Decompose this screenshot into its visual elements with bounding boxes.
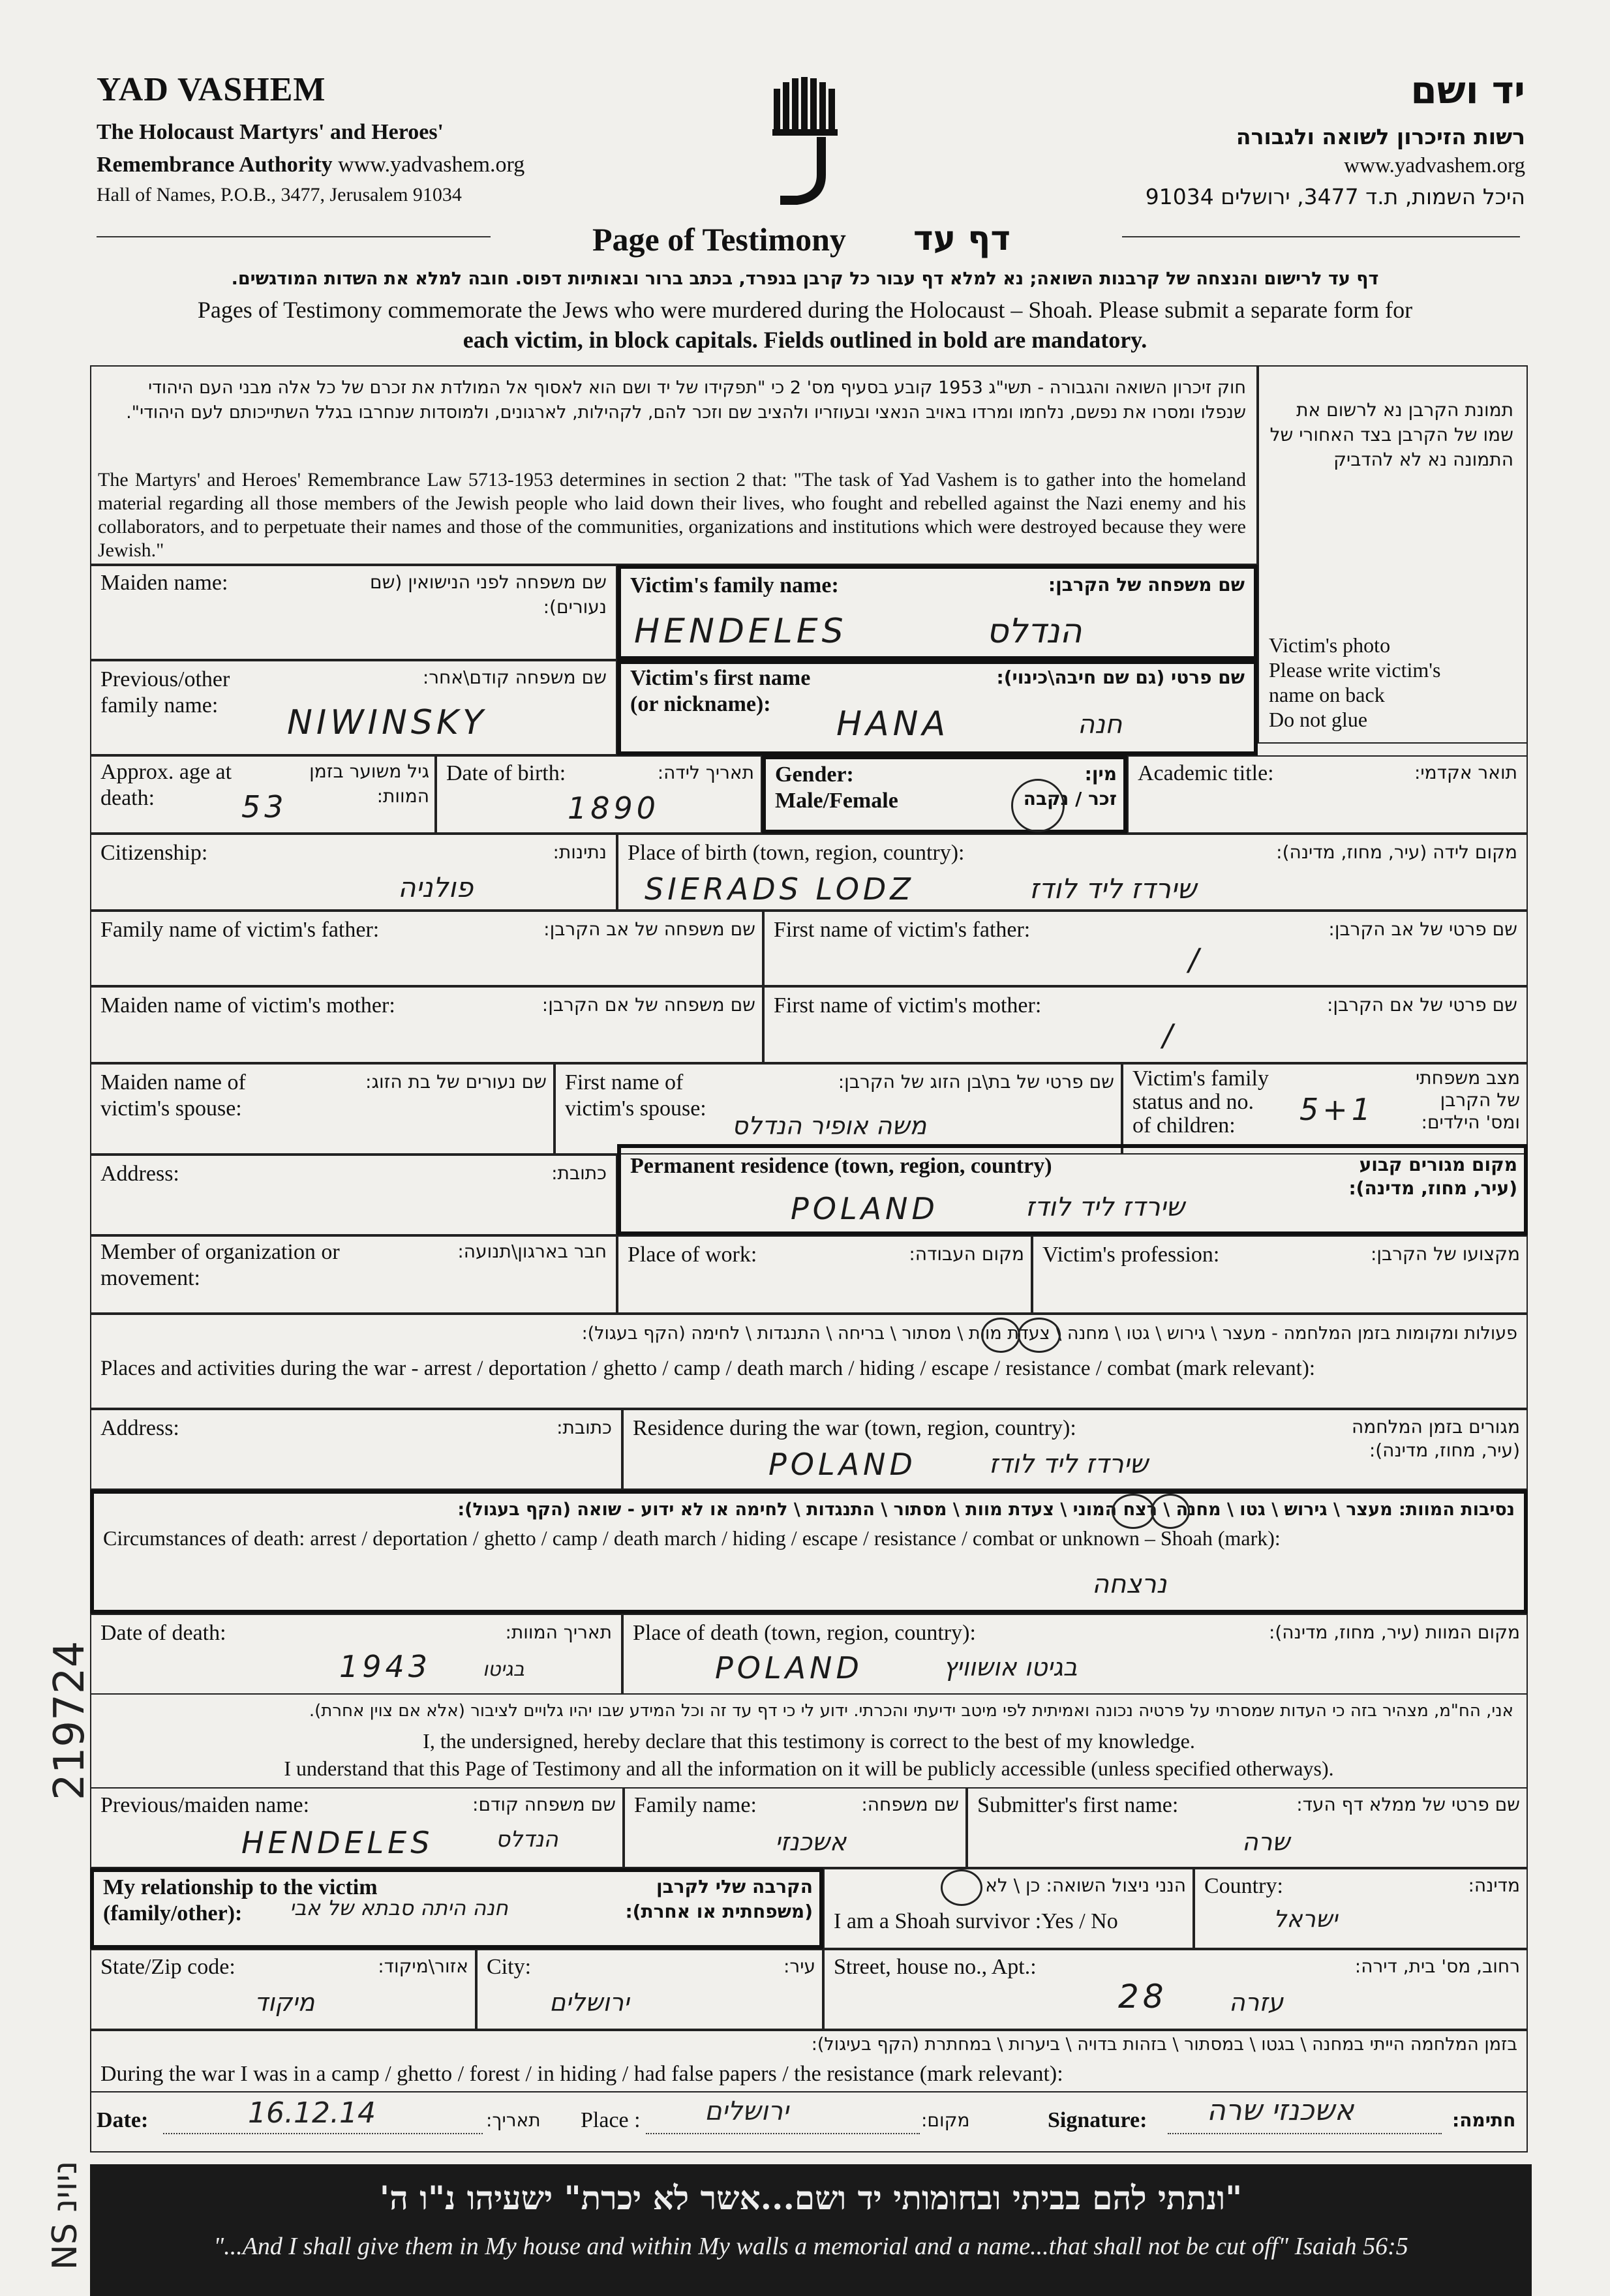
member-organization-field[interactable] <box>90 1235 617 1314</box>
survivor-label-he: הנני ניצול השואה: כן \ לא <box>985 1875 1186 1896</box>
place-of-birth-field[interactable] <box>617 834 1528 911</box>
family-status-label-he <box>1416 1067 1520 1134</box>
dob-label: Date of birth: <box>446 761 566 785</box>
academic-label: Academic title: <box>1138 761 1274 785</box>
photo-instructions-he: תמונת הקרבן נא לרשום את שמו של הקרבן בצד האחורי של התמונה נא לא להדביק <box>1269 399 1513 470</box>
work-place-label: Place of work: <box>628 1243 757 1267</box>
margin-file-number: 219724 <box>46 1640 94 1800</box>
previous-family-name-label-he: שם משפחה קודם\אחר: <box>422 667 607 688</box>
mother-first-value: / <box>1162 1018 1177 1053</box>
family-status-he2: של הקרבן <box>1440 1089 1520 1111</box>
footer-banner <box>90 2164 1532 2296</box>
spouse-first-name-field[interactable] <box>554 1063 1122 1155</box>
date-label: Date: <box>97 2108 149 2132</box>
sub-first-value: שרה <box>1242 1828 1290 1856</box>
spouse-first-en1: First name of <box>565 1070 684 1095</box>
academic-label-he: תואר אקדמי: <box>1414 762 1517 783</box>
profession-label: Victim's profession: <box>1042 1243 1220 1267</box>
dob-label-he: תאריך לידה: <box>657 762 754 783</box>
intro-english <box>97 295 1513 355</box>
age-value: 53 <box>241 789 288 824</box>
country-field[interactable] <box>1194 1868 1528 1949</box>
family-status-en2: status and no. <box>1132 1090 1254 1114</box>
member-org-label <box>100 1239 340 1292</box>
birth-place-label: Place of birth (town, region, country): <box>628 841 965 865</box>
place-value[interactable]: ירושלים <box>705 2096 789 2126</box>
street-value-he: עזרה <box>1229 1988 1284 2017</box>
signature-label-he: חתימה: <box>1452 2109 1516 2131</box>
perm-res-he2: (עיר, מחוז, מדינה): <box>1348 1177 1517 1199</box>
place-of-death-field[interactable] <box>622 1614 1528 1695</box>
org-website-he: www.yadvashem.org <box>1344 154 1525 177</box>
mother-first-name-field[interactable] <box>763 986 1528 1063</box>
work-place-label-he: מקום העבודה: <box>909 1243 1024 1265</box>
family-name-label: Victim's family name: <box>630 573 839 597</box>
spouse-maiden-label-he: שם נעורים של בת הזוג: <box>365 1071 547 1093</box>
circumstances-of-death-field[interactable] <box>90 1490 1528 1614</box>
place-line <box>646 2133 920 2134</box>
previous-family-name-label <box>100 667 230 719</box>
mother-first-label-he: שם פרטי של אם הקרבן: <box>1327 994 1517 1016</box>
perm-res-he1: מקום מגורים קבוע <box>1359 1154 1517 1175</box>
yad-vashem-logo <box>771 77 843 207</box>
war-res-value-he: שירדז ליד לודז <box>989 1449 1148 1479</box>
signature-value[interactable]: אשכנזי שרה <box>1207 2094 1354 2127</box>
war-activities-label: Places and activities during the war - arrest / deportation / ghetto / camp / death march / hiding / escape / resistance / combat (mark relevant): <box>100 1357 1316 1380</box>
submitter-maiden-name-field[interactable] <box>90 1787 624 1868</box>
permanent-residence-field[interactable] <box>617 1144 1528 1235</box>
mother-first-label: First name of victim's mother: <box>774 993 1042 1018</box>
gender-label <box>775 762 898 814</box>
gender-he2: זכר / נקבה <box>1023 788 1117 809</box>
street-field[interactable] <box>823 1949 1528 2030</box>
death-camp-circle <box>1112 1494 1155 1529</box>
citizenship-label-he: נתינות: <box>553 841 607 863</box>
gender-en1: Gender: <box>775 763 854 787</box>
war-activities-field[interactable] <box>90 1314 1528 1409</box>
citizenship-value: פולניה <box>398 871 474 903</box>
war-activities-label-he: פעולות ומקומות בזמן המלחמה - מעצר \ גירוש \ גטו \ מחנה \ צעדת מוות \ מסתור \ בריחה \ התנגדות \ לחימה (הקף בעגול): <box>581 1323 1517 1344</box>
death-date-value: 1943 <box>339 1649 432 1684</box>
family-status-he1: מצב משפחתי <box>1415 1067 1520 1089</box>
relationship-value: חנה היתה סבתא של אבי <box>290 1896 508 1920</box>
address-field[interactable] <box>90 1155 617 1235</box>
survivor-field[interactable] <box>823 1868 1194 1949</box>
gender-he1: מין: <box>1084 763 1117 785</box>
first-name-label-he: שם פרטי (גם שם חיבה\כינוי): <box>996 667 1245 688</box>
law-hebrew: חוק זיכרון השואה והגבורה - תשי"ג 1953 קובע בסעיף מס' 2 כי "תפקידו של יד ושם הוא לאסוף אל המולדת את זכרם של כל אלה מבני העם היהודי שנפלו ומסרו את נפשם, נלחמו ומרדו באויב הנאצי ובעוזריו ולהציב שם וזכר להם, לקהילות, לארגונים, ולמוסדות שנחרבו בגלל השתייכותם לעם היהודי". <box>126 378 1246 423</box>
zip-label: State/Zip code: <box>100 1955 235 1979</box>
city-label-he: עיר: <box>783 1956 815 1977</box>
submitter-family-name-field[interactable] <box>624 1787 967 1868</box>
age-label <box>100 759 232 811</box>
gender-field[interactable] <box>762 755 1127 834</box>
photo-en-3: name on back <box>1269 683 1385 706</box>
perm-res-label-he <box>1348 1153 1517 1200</box>
relationship-he2: (משפחתית או אחרת): <box>625 1901 813 1922</box>
father-first-value: / <box>1189 942 1203 977</box>
maiden-name-label-he: שם משפחה לפני הנישואין (שם נעורים): <box>369 571 607 618</box>
org-subtitle-2-text: Remembrance Authority <box>97 153 333 177</box>
spouse-maiden-label <box>100 1070 246 1122</box>
birth-place-value: SIERADS LODZ <box>645 871 915 907</box>
declaration-he: אני, הח"מ, מצהיר בזה כי העדות שמסרתי על פרטיה נכונה ואמיתית לפי מיטב ידיעתי והכרתי. ידוע לי כי דף עד זה וכל המידע שבו יהיו גלויים לציבור (אלא אם צוין אחרת). <box>309 1701 1513 1721</box>
war-ghetto-circle <box>981 1318 1020 1353</box>
family-status-label <box>1132 1067 1269 1138</box>
member-org-label-he: חבר בארגון\תנועה: <box>457 1241 607 1262</box>
intro-en-line2: each victim, in block capitals. Fields outlined in bold are mandatory. <box>463 327 1147 353</box>
death-place-label-he: מקום המוות (עיר, מחוז, מדינה): <box>1268 1622 1520 1643</box>
org-website: www.yadvashem.org <box>338 153 525 177</box>
citizenship-field[interactable] <box>90 834 617 911</box>
war-res-value: POLAND <box>768 1447 917 1482</box>
sub-first-label: Submitter's first name: <box>977 1793 1179 1817</box>
margin-code: NS ניוינ <box>46 2160 85 2270</box>
zip-value: מיקוד <box>254 1988 315 2017</box>
war-res-label: Residence during the war (town, region, country): <box>633 1416 1076 1440</box>
death-place-label: Place of death (town, region, country): <box>633 1621 976 1645</box>
age-he1: גיל משוער בזמן <box>309 761 429 782</box>
photo-en-4: Do not glue <box>1269 708 1368 731</box>
intro-hebrew: דף עד לרישום והנצחה של קרבנות השואה; נא למלא דף עבור כל קרבן בנפרד, בכתב ברור ובאותיות דפוס. חובה למלא את השדות המודגשים. <box>231 269 1379 289</box>
previous-family-name-value: NIWINSKY <box>287 703 487 742</box>
date-of-death-field[interactable] <box>90 1614 622 1695</box>
org-title: YAD VASHEM <box>97 71 326 108</box>
sub-prev-label-he: שם משפחה קודם: <box>472 1794 616 1815</box>
street-label: Street, house no., Apt.: <box>834 1955 1037 1979</box>
date-label-he: תאריך: <box>486 2109 541 2131</box>
declaration-en-1: I, the undersigned, hereby declare that this testimony is correct to the best of my knowledge. <box>423 1729 1195 1753</box>
age-en2: death: <box>100 786 155 810</box>
signature-label: Signature: <box>1048 2108 1147 2132</box>
first-name-en2: (or nickname): <box>630 692 771 716</box>
death-date-label: Date of death: <box>100 1621 226 1645</box>
profession-field[interactable] <box>1032 1235 1528 1314</box>
member-org-en2: movement: <box>100 1266 200 1290</box>
age-he2: המוות: <box>376 785 429 807</box>
father-family-label: Family name of victim's father: <box>100 918 380 942</box>
mother-maiden-name-field[interactable] <box>90 986 763 1063</box>
war-res-he2: (עיר, מחוז, מדינה): <box>1369 1440 1520 1461</box>
family-status-he3: ומס' הילדים: <box>1421 1111 1520 1133</box>
war-address-label-he: כתובת: <box>556 1417 612 1438</box>
zip-field[interactable] <box>90 1949 476 2030</box>
death-circ-label-he: נסיבות המוות: מעצר \ גירוש \ גטו \ מחנה \ רצח המוני \ צעדת מוות \ מסתור \ התנגדות \ לחימה או לא ידוע - שואה (הקף בעגול): <box>457 1500 1515 1520</box>
father-family-name-field[interactable] <box>90 911 763 986</box>
footer-quote-en: "...And I shall give them in My house and within My walls a memorial and a name...that shall not be cut off" Isaiah 56:5 <box>213 2233 1408 2260</box>
war-status-label-he: בזמן המלחמה הייתי במחנה \ בגטו \ במסתור \ בזהות בדויה \ ביערות \ במחתרת (הקף בעיגול): <box>811 2034 1517 2055</box>
spouse-maiden-en2: victim's spouse: <box>100 1096 242 1121</box>
father-family-label-he: שם משפחה של אב הקרבן: <box>543 918 755 940</box>
sub-prev-value-he: הנדלס <box>496 1826 558 1852</box>
country-label-he: מדינה: <box>1468 1875 1520 1896</box>
country-value: ישראל <box>1273 1906 1338 1933</box>
sub-prev-value: HENDELES <box>241 1825 434 1860</box>
family-status-en3: of children: <box>1132 1113 1236 1138</box>
city-value: ירושלים <box>549 1988 630 2017</box>
spouse-first-label-he: שם פרטי של בת\בן הזוג של הקרבן: <box>838 1071 1114 1093</box>
relationship-en1: My relationship to the victim <box>103 1875 378 1899</box>
first-name-value-he: חנה <box>1078 710 1123 740</box>
death-place-value-he: בגיטו אושוויץ <box>943 1653 1078 1682</box>
date-line <box>163 2133 483 2134</box>
declaration-en <box>91 1727 1526 1782</box>
prev-family-en1: Previous/other <box>100 667 230 691</box>
member-org-en1: Member of organization or <box>100 1240 340 1264</box>
country-label: Country: <box>1204 1874 1283 1898</box>
sub-family-label-he: שם משפחה: <box>861 1794 959 1815</box>
spouse-first-label <box>565 1070 706 1122</box>
father-first-label-he: שם פרטי של אב הקרבן: <box>1328 918 1517 940</box>
relationship-field[interactable] <box>90 1868 823 1949</box>
profession-label-he: מקצועו של הקרבן: <box>1370 1243 1520 1265</box>
maiden-name-label: Maiden name: <box>100 571 228 595</box>
father-first-name-field[interactable] <box>763 911 1528 986</box>
city-field[interactable] <box>476 1949 823 2030</box>
family-status-field[interactable] <box>1122 1063 1528 1155</box>
citizenship-label: Citizenship: <box>100 841 208 865</box>
sub-first-label-he: שם פרטי של ממלא דף העד: <box>1296 1794 1520 1815</box>
spouse-maiden-en1: Maiden name of <box>100 1070 246 1095</box>
perm-res-value-he: שירדז ליד לודז <box>1025 1192 1185 1222</box>
org-title-he: יד ושם <box>1410 68 1525 112</box>
age-label-he <box>299 759 429 809</box>
relationship-label-he <box>625 1875 813 1924</box>
address-label-he: כתובת: <box>551 1162 607 1184</box>
law-english: The Martyrs' and Heroes' Remembrance Law 5713-1953 determines in section 2 that: "The task of Yad Vashem is to gather into the homeland material regarding all those members of the Jewish people who laid down their lives, who fought and rebelled against the Nazi enemy and his collaborators, and to perpetuate their names and those of the communities, organizations and institutions which were destroyed because they were Jewish." <box>98 469 1246 561</box>
place-label-he: מקום: <box>921 2109 970 2131</box>
org-subtitle-2 <box>97 153 524 177</box>
perm-res-label: Permanent residence (town, region, country) <box>630 1154 1052 1178</box>
gender-en2: Male/Female <box>775 789 898 813</box>
death-date-value-he: בגיטו <box>483 1658 525 1681</box>
family-name-label-he: שם משפחה של הקרבן: <box>1048 574 1245 596</box>
relationship-he1: הקרבה שלי לקרבן <box>656 1876 813 1897</box>
org-address: Hall of Names, P.O.B., 3477, Jerusalem 91034 <box>97 184 462 205</box>
signature-line <box>1168 2133 1442 2134</box>
sub-prev-label: Previous/maiden name: <box>100 1793 310 1817</box>
declaration-en-2: I understand that this Page of Testimony and all the information on it will be publicly accessible (unless specified otherways). <box>284 1757 1334 1780</box>
first-name-label <box>630 665 810 718</box>
city-label: City: <box>487 1955 532 1979</box>
war-residence-field[interactable] <box>622 1409 1528 1490</box>
form-title: Page of Testimony <box>592 221 846 258</box>
place-of-work-field[interactable] <box>617 1235 1032 1314</box>
war-res-label-he <box>1352 1415 1520 1462</box>
family-status-en1: Victim's family <box>1132 1066 1269 1091</box>
survivor-no-circle <box>941 1869 982 1906</box>
war-status-field[interactable] <box>90 2030 1528 2092</box>
gender-female-circle <box>1011 779 1065 832</box>
war-res-he1: מגורים בזמן המלחמה <box>1352 1416 1520 1438</box>
birth-place-label-he: מקום לידה (עיר, מחוז, מדינה): <box>1276 841 1517 863</box>
death-ghetto-circle <box>1151 1494 1190 1529</box>
address-label: Address: <box>100 1162 179 1186</box>
date-of-birth-field[interactable] <box>436 755 762 834</box>
birth-place-value-he: שירדז ליד לודז <box>1029 873 1196 905</box>
place-label: Place : <box>581 2108 641 2132</box>
death-date-label-he: תאריך המוות: <box>505 1622 612 1643</box>
academic-title-field[interactable] <box>1127 755 1528 834</box>
family-name-value: HENDELES <box>634 612 847 651</box>
org-subtitle-he: רשות הזיכרון לשואה ולגבורה <box>1236 124 1525 149</box>
photo-box[interactable] <box>1258 365 1528 744</box>
age-en1: Approx. age at <box>100 760 232 784</box>
street-label-he: רחוב, מס' בית, דירה: <box>1354 1956 1520 1977</box>
death-circ-value: נרצחה <box>1092 1569 1167 1599</box>
war-camp-circle <box>1018 1318 1061 1353</box>
form-title-he: דף עד <box>913 219 1010 258</box>
org-subtitle: The Holocaust Martyrs' and Heroes' <box>97 120 444 144</box>
submitter-first-name-field[interactable] <box>967 1787 1528 1868</box>
age-field[interactable] <box>90 755 436 834</box>
sub-family-value: אשכנזי <box>775 1828 847 1856</box>
relationship-en2: (family/other): <box>103 1901 243 1926</box>
org-address-he: היכל השמות, ת.ד 3477, ירושלים 91034 <box>1145 184 1525 209</box>
first-name-field[interactable] <box>617 660 1258 755</box>
spouse-first-value: משה אופיר הנדלס <box>732 1111 927 1140</box>
sub-family-label: Family name: <box>634 1793 757 1817</box>
first-name-value: HANA <box>836 704 950 744</box>
war-status-label: During the war I was in a camp / ghetto / forest / in hiding / had false papers / the resistance (mark relevant): <box>100 2062 1063 2086</box>
zip-label-he: אזור\מיקוד: <box>378 1956 468 1977</box>
photo-en-1: Victim's photo <box>1269 633 1391 657</box>
first-name-en1: Victim's first name <box>630 666 811 690</box>
street-value: 28 <box>1118 1978 1168 2016</box>
perm-res-value: POLAND <box>791 1191 939 1226</box>
intro-en-line1: Pages of Testimony commemorate the Jews who were murdered during the Holocaust – Shoah. Please submit a separate form for <box>197 297 1413 323</box>
survivor-label: I am a Shoah survivor :Yes / No <box>834 1909 1118 1933</box>
previous-family-name-field[interactable] <box>90 660 617 755</box>
maiden-name-field[interactable] <box>90 565 617 660</box>
date-value[interactable]: 16.12.14 <box>248 2096 376 2130</box>
dob-value: 1890 <box>568 791 660 826</box>
spouse-maiden-name-field[interactable] <box>90 1063 554 1155</box>
family-status-value: 5+1 <box>1299 1092 1375 1127</box>
title-rule-right <box>1122 236 1520 237</box>
spouse-first-en2: victim's spouse: <box>565 1096 706 1121</box>
family-name-value-he: הנדלס <box>986 612 1082 651</box>
death-circ-label: Circumstances of death: arrest / deportation / ghetto / camp / death march / hiding / escape / resistance / combat or unknown – Shoah (mark): <box>103 1526 1281 1550</box>
title-rule-left <box>97 236 491 237</box>
photo-en-2: Please write victim's <box>1269 658 1441 682</box>
family-name-field[interactable] <box>617 565 1258 660</box>
prev-family-en2: family name: <box>100 693 219 718</box>
footer-quote-he: "ונתתי להם בביתי ובחומותי יד ושם...אשר לא יכרת" ישעיהו נ"ו ה' <box>379 2179 1243 2217</box>
death-place-value: POLAND <box>715 1650 863 1685</box>
mother-maiden-label-he: שם משפחה של אם הקרבן: <box>541 994 755 1016</box>
war-address-label: Address: <box>100 1416 179 1440</box>
mother-maiden-label: Maiden name of victim's mother: <box>100 993 395 1018</box>
father-first-label: First name of victim's father: <box>774 918 1031 942</box>
war-address-field[interactable] <box>90 1409 622 1490</box>
